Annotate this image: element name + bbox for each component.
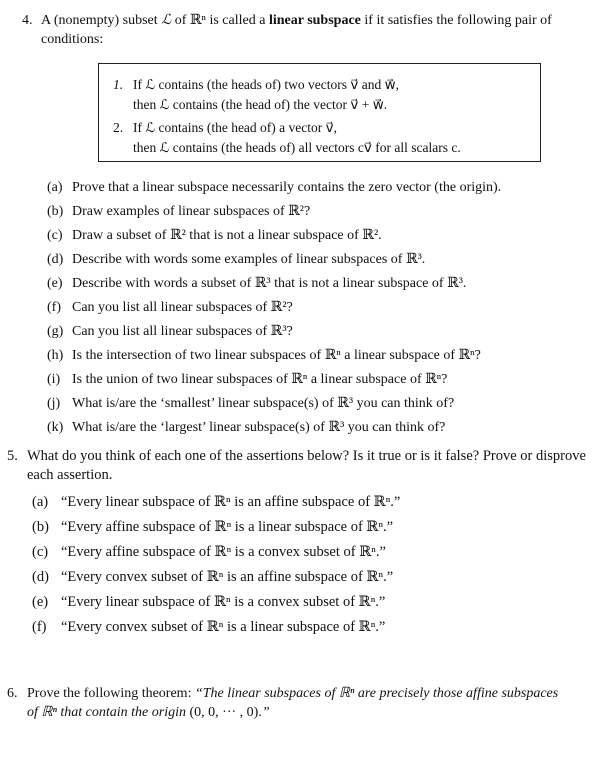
problem-number: 6. xyxy=(7,686,18,701)
item-text: “Every linear subspace of ℝⁿ is an affine subspace of ℝⁿ.” xyxy=(61,494,401,510)
condition-label: 1. xyxy=(113,77,124,92)
item-text: “Every linear subspace of ℝⁿ is a convex subset of ℝⁿ.” xyxy=(61,594,386,610)
problem-4-intro xyxy=(41,11,601,30)
item-label: (c) xyxy=(47,228,63,243)
problem-number: 5. xyxy=(7,448,18,464)
item-label: (e) xyxy=(47,276,63,291)
item-label: (f) xyxy=(32,619,47,635)
intro-text: if it satisfies the following pair of xyxy=(364,13,552,28)
item-text: “Every convex subset of ℝⁿ is an affine subspace of ℝⁿ.” xyxy=(61,569,394,585)
condition-line: If ℒ contains (the heads of) two vectors v⃗ and w⃗, xyxy=(133,77,400,92)
item-text: Describe with words a subset of ℝ³ that is not a linear subspace of ℝ³. xyxy=(72,276,467,291)
item-text: What is/are the ‘smallest’ linear subspace(s) of ℝ³ you can think of? xyxy=(72,396,455,411)
problem-4-intro-line2: conditions: xyxy=(41,32,104,47)
item-label: (g) xyxy=(47,324,64,339)
theorem-text: of ℝⁿ that contain the origin xyxy=(27,705,186,720)
condition-line: then ℒ contains (the head of) the vector v⃗ + w⃗. xyxy=(133,97,388,112)
item-text: Prove that a linear subspace necessarily contains the zero vector (the origin). xyxy=(72,180,502,195)
item-label: (k) xyxy=(47,420,64,435)
item-text: “Every affine subspace of ℝⁿ is a convex subset of ℝⁿ.” xyxy=(61,544,386,560)
term-linear-subspace: linear subspace xyxy=(268,13,361,28)
item-text: “Every convex subset of ℝⁿ is a linear subspace of ℝⁿ.” xyxy=(61,619,386,635)
theorem-close: ” xyxy=(261,705,270,720)
conditions-box xyxy=(98,63,541,162)
condition-label: 2. xyxy=(113,120,124,135)
item-label: (b) xyxy=(47,204,64,219)
problem-6-line xyxy=(27,703,270,722)
item-text: Draw examples of linear subspaces of ℝ²? xyxy=(72,204,311,219)
item-label: (a) xyxy=(32,494,49,510)
item-text: Can you list all linear subspaces of ℝ³? xyxy=(72,324,293,339)
item-text: Can you list all linear subspaces of ℝ²? xyxy=(72,300,293,315)
item-label: (j) xyxy=(47,396,61,411)
theorem-text: “The linear subspaces of ℝⁿ are precisely those affine subspaces xyxy=(194,686,559,701)
item-text: Draw a subset of ℝ² that is not a linear subspace of ℝ². xyxy=(72,228,382,243)
item-label: (d) xyxy=(47,252,64,267)
condition-line: then ℒ contains (the heads of) all vectors cv⃗ for all scalars c. xyxy=(133,140,461,155)
condition-line: If ℒ contains (the head of) a vector v⃗, xyxy=(133,120,338,135)
item-label: (a) xyxy=(47,180,63,195)
item-text: Is the union of two linear subspaces of ℝⁿ a linear subspace of ℝⁿ? xyxy=(72,372,448,387)
intro-text: A (nonempty) subset xyxy=(41,13,158,28)
item-label: (i) xyxy=(47,372,61,387)
item-text: “Every affine subspace of ℝⁿ is a linear subspace of ℝⁿ.” xyxy=(61,519,394,535)
item-label: (b) xyxy=(32,519,49,535)
origin-tuple: (0, 0, ··· , 0). xyxy=(189,705,262,720)
item-text: What is/are the ‘largest’ linear subspace(s) of ℝ³ you can think of? xyxy=(72,420,446,435)
problem-5-line: What do you think of each one of the assertions below? Is it true or is it false? Prove or disprove xyxy=(27,448,586,464)
item-label: (f) xyxy=(47,300,61,315)
problem-5-line: each assertion. xyxy=(27,467,113,483)
problem-6-line xyxy=(27,684,558,703)
item-text: Is the intersection of two linear subspaces of ℝⁿ a linear subspace of ℝⁿ? xyxy=(72,348,481,363)
item-text: Describe with words some examples of linear subspaces of ℝ³. xyxy=(72,252,426,267)
intro-text: is called a xyxy=(209,13,266,28)
problem-number: 4. xyxy=(22,13,33,28)
item-label: (e) xyxy=(32,594,49,610)
item-label: (c) xyxy=(32,544,49,560)
problem-6-lead: Prove the following theorem: xyxy=(27,686,192,701)
rn-symbol: ℝⁿ xyxy=(189,13,206,28)
symbol-L: ℒ xyxy=(161,13,172,28)
item-label: (h) xyxy=(47,348,64,363)
intro-text: of xyxy=(174,13,187,28)
item-label: (d) xyxy=(32,569,49,585)
